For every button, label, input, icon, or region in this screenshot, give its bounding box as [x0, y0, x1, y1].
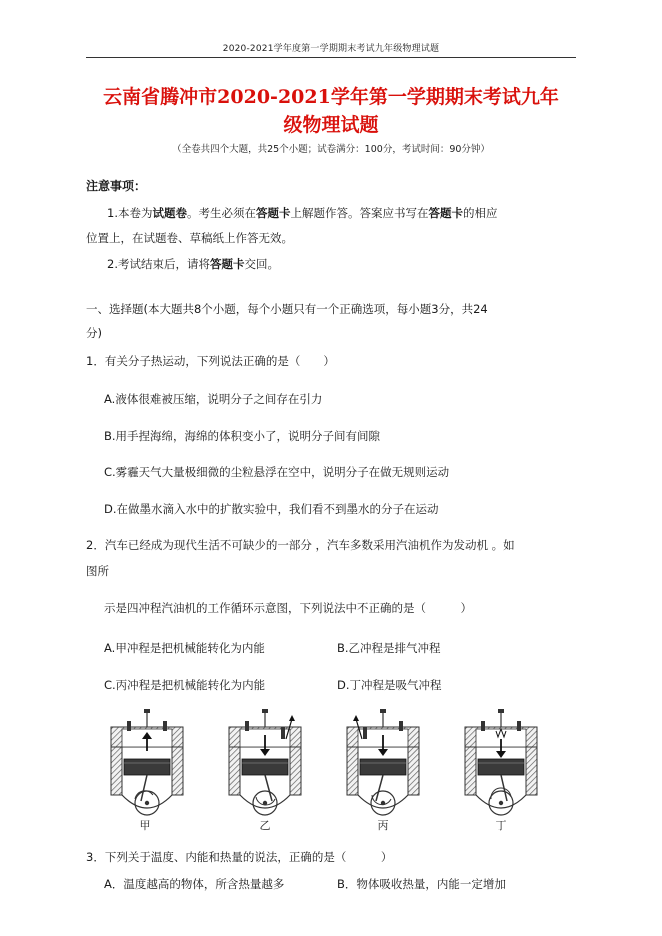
- notice-2-text-b: 交回。: [244, 257, 279, 271]
- question-1-stem: 1．有关分子热运动，下列说法正确的是（ ）: [86, 354, 335, 368]
- notice-item-1: [107, 205, 497, 221]
- section-1-heading-cont: 分): [86, 326, 102, 340]
- question-2-stem-line3: 示是四冲程汽油机的工作循环示意图，下列说法中不正确的是（ ）: [104, 601, 472, 615]
- question-1-option-a: A.液体很难被压缩，说明分子之间存在引力: [104, 392, 323, 406]
- exam-title-line2: 级物理试题: [283, 114, 379, 136]
- question-1-option-d: D.在做墨水滴入水中的扩散实验中，我们看不到墨水的分子在运动: [104, 502, 439, 516]
- notice-1-text-b: 。考生必须在: [186, 206, 256, 220]
- notice-item-1-line2: 位置上，在试题卷、草稿纸上作答无效。: [86, 231, 293, 245]
- four-stroke-engine-figure: [100, 705, 560, 835]
- question-3-option-a: A．温度越高的物体，所含热量越多: [104, 877, 285, 891]
- notice-2-bold-a: 答题卡: [209, 257, 245, 271]
- figure-label-yi: 乙: [259, 819, 271, 832]
- section-1-heading: 一、选择题(本大题共8个小题，每个小题只有一个正确选项，每小题3分，共24: [86, 302, 488, 316]
- notice-1-text-d: 的相应: [462, 206, 498, 220]
- question-2-option-b: B.乙冲程是排气冲程: [337, 641, 441, 655]
- exam-title-line1: 云南省腾冲市2020-2021学年第一学期期末考试九年: [103, 86, 559, 108]
- engine-diagram-yi: [229, 709, 301, 815]
- question-3-option-b: B．物体吸收热量，内能一定增加: [337, 877, 506, 891]
- engine-diagram-ding: [465, 709, 537, 815]
- figure-label-bing: 丙: [377, 819, 389, 832]
- notice-1-bold-a: 试题卷: [152, 206, 187, 220]
- question-3-stem: 3．下列关于温度、内能和热量的说法，正确的是（ ）: [86, 850, 393, 864]
- question-1-option-c: C.雾霾天气大量极细微的尘粒悬浮在空中，说明分子在做无规则运动: [104, 465, 450, 479]
- question-2-stem-line1: 2．汽车已经成为现代生活不可缺少的一部分 ，汽车多数采用汽油机作为发动机 。如: [86, 538, 515, 552]
- notice-heading: 注意事项：: [86, 179, 147, 193]
- question-2-option-c: C.丙冲程是把机械能转化为内能: [104, 678, 266, 692]
- page-header: 2020-2021学年度第一学期期末考试九年级物理试题: [222, 44, 440, 54]
- question-1-option-b: B.用手捏海绵，海绵的体积变小了，说明分子间有间隙: [104, 429, 381, 443]
- exam-subtitle: （全卷共四个大题，共25个小题；试卷满分：100分，考试时间：90分钟）: [172, 144, 490, 155]
- question-2-option-d: D.丁冲程是吸气冲程: [337, 678, 442, 692]
- figure-label-ding: 丁: [495, 819, 507, 832]
- notice-item-2: [107, 256, 279, 272]
- figure-label-jia: 甲: [139, 819, 151, 832]
- notice-1-text-a: 1.本卷为: [107, 206, 153, 220]
- notice-2-text-a: 2.考试结束后，请将: [107, 257, 210, 271]
- header-divider: [86, 57, 576, 58]
- question-2-option-a: A.甲冲程是把机械能转化为内能: [104, 641, 265, 655]
- notice-1-text-c: 上解题作答。答案应书写在: [290, 206, 429, 220]
- notice-1-bold-b: 答题卡: [255, 206, 291, 220]
- engine-diagram-bing: [347, 709, 419, 815]
- question-2-stem-line2: 图所: [86, 564, 109, 578]
- engine-diagram-jia: [111, 709, 183, 815]
- notice-1-bold-c: 答题卡: [428, 206, 463, 220]
